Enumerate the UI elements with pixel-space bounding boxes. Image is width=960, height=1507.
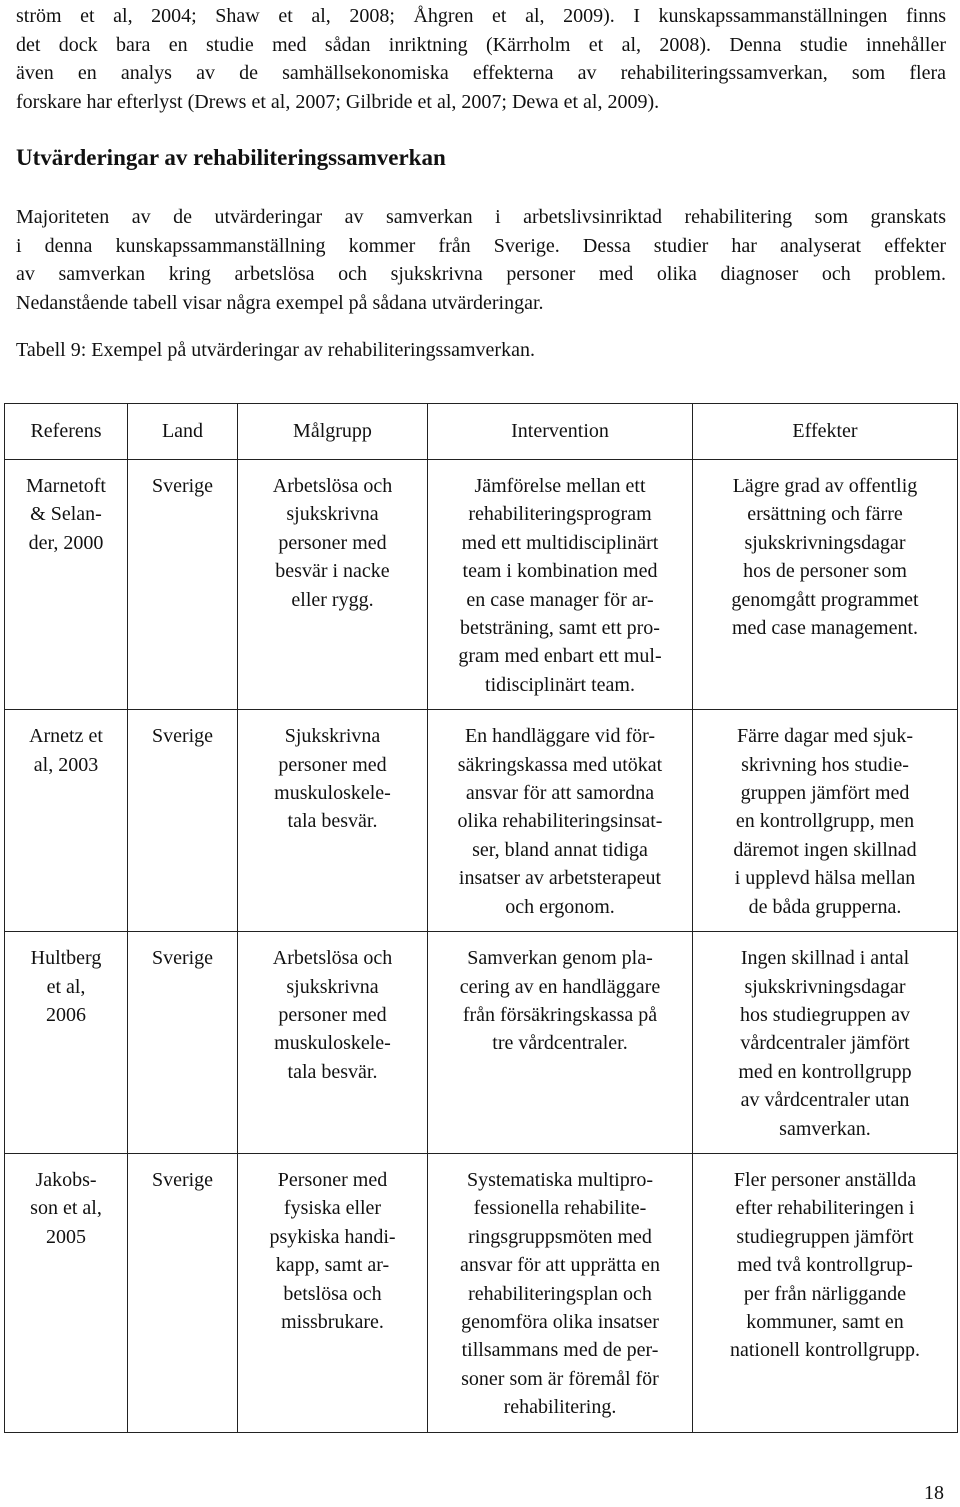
body-line: Nedanstående tabell visar några exempel på sådana utvärderingar. xyxy=(16,291,544,314)
intro-line: även en analys av de samhällsekonomiska effekterna av rehabiliteringssamverkan, som flera xyxy=(16,62,946,84)
cell-line: besvär i nacke xyxy=(275,560,390,583)
cell-effekter xyxy=(693,460,958,710)
cell-intervention xyxy=(428,932,693,1154)
cell-line: betslösa och xyxy=(283,1282,382,1305)
cell-line: Sjukskrivna xyxy=(284,725,381,748)
cell-line: genomföra olika insatser xyxy=(461,1310,659,1333)
cell-line: ersättning och färre xyxy=(747,503,903,526)
cell-line: Jakobs- xyxy=(35,1168,97,1191)
cell-line: eller rygg. xyxy=(291,588,374,611)
body-line: Majoriteten av de utvärderingar av samverkan i arbetslivsinriktad rehabilitering som granskats xyxy=(16,206,946,228)
cell-line: personer med xyxy=(278,1003,387,1026)
cell-line: rehabiliteringsprogram xyxy=(468,503,652,526)
cell-line: kapp, samt ar- xyxy=(275,1254,390,1277)
cell-line: sjukskrivningsdagar xyxy=(744,531,906,554)
cell-line: säkringskassa med utökat xyxy=(457,753,663,776)
cell-line: däremot ingen skillnad xyxy=(733,838,917,861)
cell-land xyxy=(128,932,238,1154)
cell-line: Arnetz et xyxy=(29,725,103,748)
cell-referens xyxy=(5,932,128,1154)
cell-line: per från närliggande xyxy=(743,1282,907,1305)
cell-line: Sverige xyxy=(151,725,214,748)
cell-line: cering av en handläggare xyxy=(459,975,661,998)
cell-referens xyxy=(5,710,128,932)
cell-line: Arbetslösa och xyxy=(272,947,393,970)
cell-line: i upplevd hälsa mellan xyxy=(734,867,916,890)
cell-line: studiegruppen jämfört xyxy=(736,1225,914,1248)
cell-line: 2006 xyxy=(46,1003,86,1026)
cell-line: Sverige xyxy=(151,947,214,970)
header-effekter: Effekter xyxy=(693,404,958,460)
cell-line: skrivning hos studie- xyxy=(741,753,909,776)
cell-line: Sverige xyxy=(151,475,214,497)
cell-line: Färre dagar med sjuk- xyxy=(736,725,914,748)
cell-line: En handläggare vid för- xyxy=(464,725,656,748)
cell-intervention xyxy=(428,1153,693,1432)
intro-line: forskare har efterlyst (Drews et al, 2007; Gilbride et al, 2007; Dewa et al, 2009). xyxy=(16,90,660,113)
cell-line: tillsammans med de per- xyxy=(461,1339,659,1362)
cell-effekter xyxy=(693,710,958,932)
evaluations-table xyxy=(4,403,958,1433)
cell-malgrupp xyxy=(238,710,428,932)
cell-line: olika rehabiliteringsinsat- xyxy=(457,810,663,833)
cell-line: Jämförelse mellan ett xyxy=(474,475,646,497)
cell-line: son et al, xyxy=(30,1197,102,1220)
header-referens: Referens xyxy=(5,404,128,460)
cell-line: fessionella rehabilite- xyxy=(473,1197,647,1220)
body-line: av samverkan kring arbetslösa och sjukskrivna personer med olika diagnoser och problem. xyxy=(16,263,946,285)
cell-land xyxy=(128,710,238,932)
cell-line: tala besvär. xyxy=(287,1060,378,1083)
cell-line: Ingen skillnad i antal xyxy=(740,947,910,970)
cell-line: personer med xyxy=(278,531,387,554)
cell-line: med en kontrollgrupp xyxy=(738,1060,912,1083)
cell-line: der, 2000 xyxy=(28,531,104,554)
cell-line: av vårdcentraler utan xyxy=(740,1089,910,1112)
cell-line: med två kontrollgrup- xyxy=(737,1254,913,1277)
cell-line: tidisciplinärt team. xyxy=(485,673,635,696)
cell-line: rehabiliteringsplan och xyxy=(468,1282,652,1305)
cell-line: et al, xyxy=(46,975,86,998)
cell-line: tala besvär. xyxy=(287,810,378,833)
cell-line: Lägre grad av offentlig xyxy=(732,475,918,497)
cell-line: en kontrollgrupp, men xyxy=(735,810,915,833)
cell-line: Marnetoft xyxy=(26,475,106,497)
cell-line: muskuloskele- xyxy=(274,1032,391,1055)
cell-malgrupp xyxy=(238,460,428,710)
cell-line: & Selan- xyxy=(30,503,102,526)
cell-line: ansvar för att upprätta en xyxy=(460,1254,660,1277)
cell-line: Sverige xyxy=(151,1168,214,1191)
cell-intervention xyxy=(428,710,693,932)
cell-line: en case manager för ar- xyxy=(466,588,654,611)
cell-effekter xyxy=(693,1153,958,1432)
cell-line: Personer med xyxy=(277,1168,388,1191)
cell-line: ringsgruppsmöten med xyxy=(468,1225,652,1248)
cell-malgrupp xyxy=(238,932,428,1154)
cell-effekter xyxy=(693,932,958,1154)
table-caption: Tabell 9: Exempel på utvärderingar av rehabiliteringssamverkan. xyxy=(16,339,535,361)
cell-line: soner som är föremål för xyxy=(461,1367,659,1390)
cell-line: sjukskrivna xyxy=(286,975,379,998)
cell-line: al, 2003 xyxy=(33,753,99,776)
cell-line: de båda grupperna. xyxy=(748,895,902,918)
cell-line: hos de personer som xyxy=(743,560,907,583)
body-line: i denna kunskapssammanställning kommer från Sverige. Dessa studier har analyserat effekter xyxy=(16,234,946,257)
cell-line: vårdcentraler jämfört xyxy=(740,1032,910,1055)
cell-line: med case management. xyxy=(731,617,919,640)
page-number: 18 xyxy=(924,1482,944,1504)
cell-intervention xyxy=(428,460,693,710)
cell-line: Systematiska multipro- xyxy=(466,1168,654,1191)
table-header-row xyxy=(5,404,958,460)
cell-line: sjukskrivna xyxy=(286,503,379,526)
body-paragraph xyxy=(16,203,946,317)
cell-line: team i kombination med xyxy=(462,560,658,583)
cell-line: psykiska handi- xyxy=(269,1225,396,1248)
table-row xyxy=(5,1153,958,1432)
cell-line: ansvar för att samordna xyxy=(465,782,655,805)
cell-line: och ergonom. xyxy=(505,895,615,918)
cell-malgrupp xyxy=(238,1153,428,1432)
cell-line: Arbetslösa och xyxy=(272,475,393,497)
cell-line: muskuloskele- xyxy=(274,782,391,805)
header-intervention: Intervention xyxy=(428,404,693,460)
header-malgrupp: Målgrupp xyxy=(238,404,428,460)
table-row xyxy=(5,932,958,1154)
cell-line: tre vårdcentraler. xyxy=(492,1032,628,1055)
header-land: Land xyxy=(128,404,238,460)
intro-line: det dock bara en studie med sådan inriktning (Kärrholm et al, 2008). Denna studie innehåller xyxy=(16,33,946,56)
cell-line: rehabilitering. xyxy=(503,1396,617,1419)
cell-line: hos studiegruppen av xyxy=(740,1003,910,1026)
cell-line: 2005 xyxy=(46,1225,86,1248)
cell-line: sjukskrivningsdagar xyxy=(744,975,906,998)
table-row xyxy=(5,460,958,710)
cell-line: med ett multidisciplinärt xyxy=(461,531,659,554)
table-row xyxy=(5,710,958,932)
cell-line: Hultberg xyxy=(30,947,102,970)
cell-line: ser, bland annat tidiga xyxy=(472,838,648,861)
cell-land xyxy=(128,1153,238,1432)
cell-line: missbrukare. xyxy=(281,1310,384,1333)
cell-line: Fler personer anställda xyxy=(733,1168,917,1191)
cell-line: genomgått programmet xyxy=(731,588,919,611)
cell-line: gram med enbart ett mul- xyxy=(458,645,662,668)
table-body xyxy=(5,460,958,1433)
cell-line: kommuner, samt en xyxy=(746,1310,904,1333)
cell-line: efter rehabiliteringen i xyxy=(735,1197,915,1220)
cell-line: nationell kontrollgrupp. xyxy=(730,1339,920,1362)
cell-line: från försäkringskassa på xyxy=(462,1003,658,1026)
cell-line: personer med xyxy=(278,753,387,776)
cell-line: betsträning, samt ett pro- xyxy=(460,617,660,640)
section-heading: Utvärderingar av rehabiliteringssamverkan xyxy=(16,145,446,170)
cell-line: insatser av arbetsterapeut xyxy=(458,867,662,890)
cell-referens xyxy=(5,460,128,710)
intro-paragraph xyxy=(16,2,946,116)
cell-referens xyxy=(5,1153,128,1432)
cell-line: Samverkan genom pla- xyxy=(467,947,653,970)
intro-line: ström et al, 2004; Shaw et al, 2008; Åhgren et al, 2009). I kunskapssammanställningen finns xyxy=(16,5,946,27)
cell-line: fysiska eller xyxy=(283,1197,382,1220)
cell-land xyxy=(128,460,238,710)
cell-line: samverkan. xyxy=(779,1117,871,1140)
cell-line: gruppen jämfört med xyxy=(740,782,910,805)
